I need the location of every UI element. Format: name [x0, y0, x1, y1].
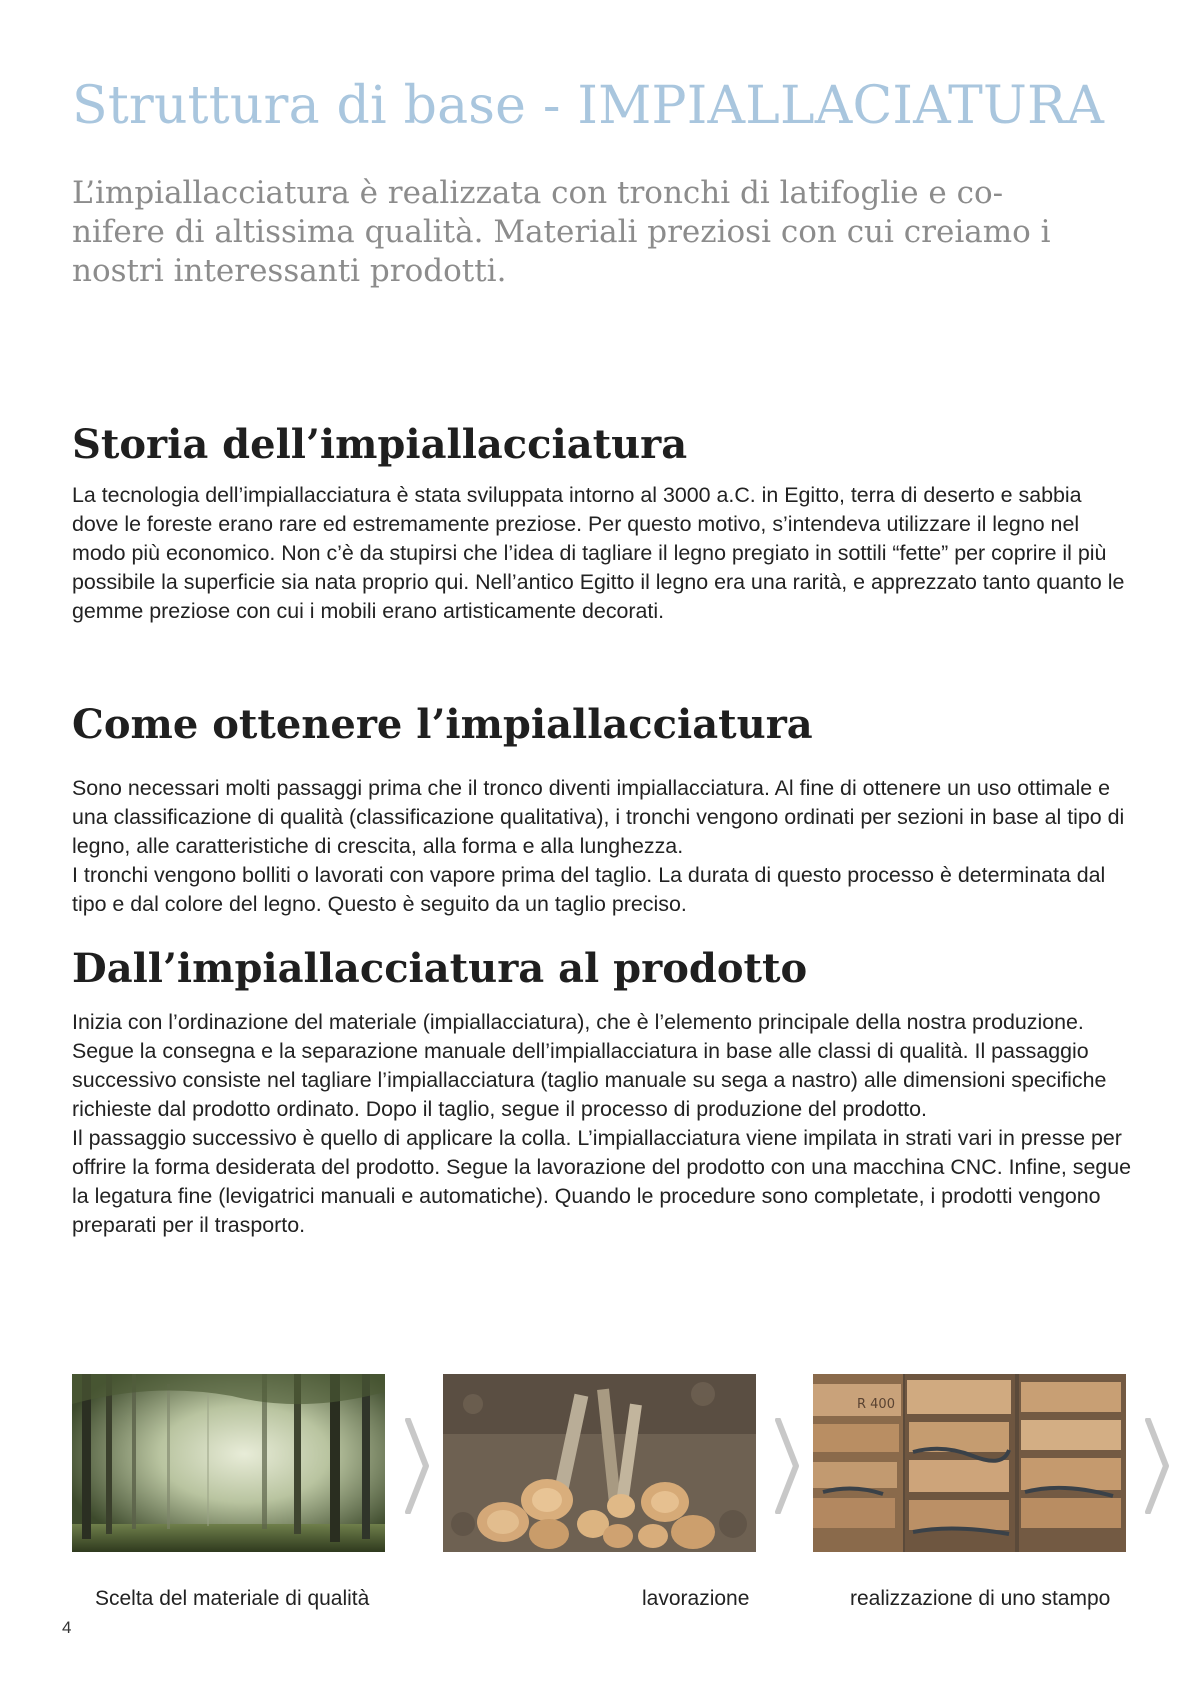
molds-photo — [813, 1374, 1126, 1552]
chevron-right-icon — [402, 1418, 432, 1514]
page-title: Struttura di base - IMPIALLACIATURA — [72, 76, 1105, 136]
page-number: 4 — [62, 1618, 72, 1637]
chevron-right-icon — [1142, 1418, 1172, 1514]
section-heading-dal-prodotto: Dall’impiallacciatura al prodotto — [72, 945, 808, 992]
section-heading-come-ottenere: Come ottenere l’impiallacciatura — [72, 701, 813, 748]
caption-material: Scelta del materiale di qualità — [95, 1587, 370, 1610]
section-text-storia: La tecnologia dell’impiallacciatura è stata sviluppata intorno al 3000 a.C. in Egitto, terra di deserto e sabbia dove le foreste erano rare ed estremamente preziose. Per questo motivo, s’intendeva utilizzare il legno nel modo più economico. Non c’è da stupirsi che l’idea di tagliare il legno pregiato in sottili “fette” per coprire il più possibile la superficie sia nata proprio qui. Nell’antico Egitto il legno era una rarità, e apprezzato tanto quanto le gemme preziose con cui i mobili erano artisticamente decorati. — [72, 483, 1125, 623]
section-text-come-ottenere: Sono necessari molti passaggi prima che il tronco diventi impiallacciatura. Al fine di ottenere un uso ottimale e una classificazione di qualità (classificazione qualitativa), i tronchi vengono ordinati per sezioni in base al tipo di legno, alle caratteristiche di crescita, alla forma e alla lunghezza. I tronchi vengono bolliti o lavorati con vapore prima del taglio. La durata di questo processo è determinata dal tipo e dal colore del legno. Questo è seguito da un taglio preciso. — [72, 776, 1125, 916]
section-text-dal-prodotto: Inizia con l’ordinazione del materiale (impiallacciatura), che è l’elemento principale della nostra produzione. Segue la consegna e la separazione manuale dell’impiallacciatura in base alle classi di qualità. Il passaggio successivo consiste nel tagliare l’impiallacciatura (taglio manuale su sega a nastro) alle dimensioni specifiche richieste dal prodotto ordinato. Dopo il taglio, segue il processo di produzione del prodotto. Il passaggio successivo è quello di applicare la colla. L’impiallacciatura viene impilata in strati vari in presse per offrire la forma desiderata del prodotto. Segue la lavorazione del prodotto con una macchina CNC. Infine, segue la legatura fine (levigatrici manuali e automatiche). Quando le procedure sono completate, i prodotti vengono preparati per il trasporto. — [72, 1010, 1132, 1237]
section-heading-storia: Storia dell’impiallacciatura — [72, 421, 688, 468]
chevron-right-icon — [772, 1418, 802, 1514]
mold-stamp-label: R 400 — [857, 1397, 895, 1412]
logs-photo — [443, 1374, 756, 1552]
forest-photo — [72, 1374, 385, 1552]
caption-lavorazione: lavorazione — [642, 1587, 750, 1610]
intro-paragraph: L’impiallacciatura è realizzata con tronchi di latifoglie e co-nifere di altissima qualità. Materiali preziosi con cui creiamo i nostri interessanti prodotti. — [72, 175, 1051, 289]
caption-stampo: realizzazione di uno stampo — [850, 1587, 1111, 1610]
